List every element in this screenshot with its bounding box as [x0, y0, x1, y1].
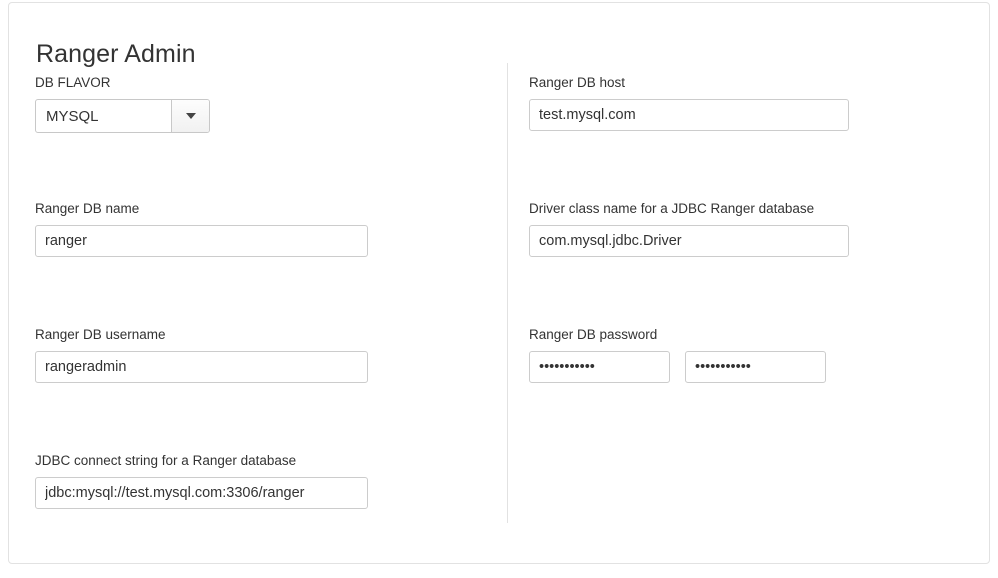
ranger-db-host-label: Ranger DB host [529, 75, 626, 90]
password-row [529, 351, 826, 383]
ranger-db-username-label: Ranger DB username [35, 327, 166, 342]
caret-shape [186, 113, 196, 119]
field-ranger-db-name [35, 201, 368, 257]
ranger-db-name-input[interactable] [35, 225, 368, 257]
db-flavor-selected-value: MYSQL [46, 107, 99, 125]
jdbc-connect-string-input[interactable] [35, 477, 368, 509]
ranger-db-host-input[interactable] [529, 99, 849, 131]
field-jdbc-connect-string [35, 453, 368, 509]
field-driver-class-name [529, 201, 849, 257]
jdbc-connect-string-label: JDBC connect string for a Ranger database [35, 453, 297, 468]
field-db-flavor [35, 75, 210, 133]
field-ranger-db-password [529, 327, 826, 383]
driver-class-name-input[interactable] [529, 225, 849, 257]
ranger-admin-panel [8, 2, 990, 564]
field-ranger-db-host [529, 75, 849, 131]
chevron-down-icon[interactable] [171, 100, 209, 132]
ranger-db-username-input[interactable] [35, 351, 368, 383]
driver-class-name-label: Driver class name for a JDBC Ranger database [529, 201, 815, 216]
field-ranger-db-username [35, 327, 368, 383]
db-flavor-label: DB FLAVOR [35, 75, 111, 90]
ranger-db-password-input[interactable] [529, 351, 670, 383]
column-divider [507, 63, 508, 523]
ranger-db-password-label: Ranger DB password [529, 327, 658, 342]
ranger-db-password-confirm-input[interactable] [685, 351, 826, 383]
db-flavor-select[interactable] [35, 99, 210, 133]
page-title: Ranger Admin [36, 39, 196, 68]
ranger-db-name-label: Ranger DB name [35, 201, 140, 216]
